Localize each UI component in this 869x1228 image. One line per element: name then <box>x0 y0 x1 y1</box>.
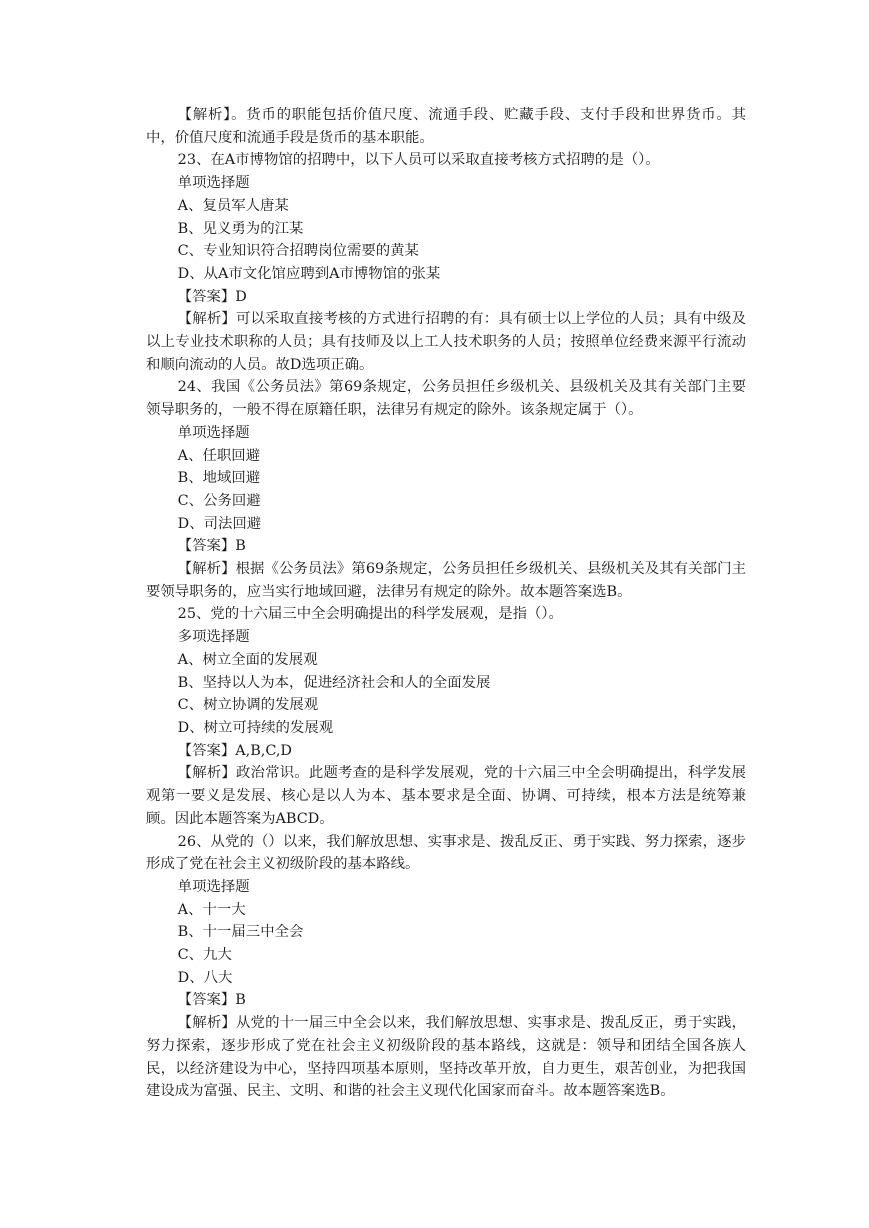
question-25-answer: 【答案】A,B,C,D <box>177 742 292 759</box>
question-26-option-d: D、八大 <box>177 969 233 986</box>
question-25-stem: 25、党的十六届三中全会明确提出的科学发展观，是指（）。 <box>177 606 563 623</box>
question-25-option-b: B、坚持以人为本，促进经济社会和人的全面发展 <box>177 674 491 691</box>
question-26-option-b: B、十一届三中全会 <box>177 924 304 941</box>
question-25-option-a: A、树立全面的发展观 <box>177 651 318 668</box>
question-23-option-a: A、复员军人唐某 <box>177 197 289 214</box>
question-23-answer: 【答案】D <box>177 288 247 305</box>
question-26-analysis: 【解析】从党的十一届三中全会以来，我们解放思想、实事求是、拨乱反正，勇于实践，努力探索，逐步形成了党在社会主义初级阶段的基本路线，这就是：领导和团结全国各族人民，以经济建设为中心，坚持四项基本原则，坚持改革开放，自力更生，艰苦创业，为把我国建设成为富强、民主、文明、和谐的社会主义现代化国家而奋斗。故本题答案选B。 <box>146 1015 746 1100</box>
question-26-option-a: A、十一大 <box>177 901 246 918</box>
question-25-analysis: 【解析】政治常识。此题考查的是科学发展观，党的十六届三中全会明确提出，科学发展观第一要义是发展、核心是以人为本、基本要求是全面、协调、可持续，根本方法是统筹兼顾。因此本题答案为ABCD。 <box>146 765 746 827</box>
question-25-option-d: D、树立可持续的发展观 <box>177 719 334 736</box>
question-26-type: 单项选择题 <box>177 878 250 895</box>
question-24-stem: 24、我国《公务员法》第69条规定，公务员担任乡级机关、县级机关及其有关部门主要领导职务的，一般不得在原籍任职，法律另有规定的除外。该条规定属于（）。 <box>146 379 746 419</box>
question-24-option-a: A、任职回避 <box>177 447 261 464</box>
question-26-option-c: C、九大 <box>177 947 232 964</box>
question-24-option-d: D、司法回避 <box>177 515 262 532</box>
question-23-stem: 23、在A市博物馆的招聘中，以下人员可以采取直接考核方式招聘的是（）。 <box>177 152 660 169</box>
question-23-option-c: C、专业知识符合招聘岗位需要的黄某 <box>177 243 419 260</box>
question-23-analysis: 【解析】可以采取直接考核的方式进行招聘的有：具有硕士以上学位的人员；具有中级及以上专业技术职称的人员；具有技师及以上工人技术职务的人员；按照单位经费来源平行流动和顺向流动的人员。故D选项正确。 <box>146 311 746 373</box>
question-26-stem: 26、从党的（）以来，我们解放思想、实事求是、拨乱反正、勇于实践、努力探索，逐步形成了党在社会主义初级阶段的基本路线。 <box>146 833 746 873</box>
question-26-answer: 【答案】B <box>177 992 246 1009</box>
question-23-type: 单项选择题 <box>177 175 250 192</box>
question-24-option-b: B、地域回避 <box>177 470 261 487</box>
question-23-option-d: D、从A市文化馆应聘到A市博物馆的张某 <box>177 265 441 282</box>
question-24-option-c: C、公务回避 <box>177 492 261 509</box>
question-24-answer: 【答案】B <box>177 538 246 555</box>
analysis-q22: 【解析】。货币的职能包括价值尺度、流通手段、贮藏手段、支付手段和世界货币。其中，价值尺度和流通手段是货币的基本职能。 <box>146 107 746 146</box>
question-24-analysis: 【解析】根据《公务员法》第69条规定，公务员担任乡级机关、县级机关及其有关部门主要领导职务的，应当实行地域回避，法律另有规定的除外。故本题答案选B。 <box>146 561 746 600</box>
question-25-option-c: C、树立协调的发展观 <box>177 697 319 714</box>
question-23-option-b: B、见义勇为的江某 <box>177 220 304 237</box>
document-page <box>146 104 746 1103</box>
question-25-type: 多项选择题 <box>177 629 250 646</box>
question-24-type: 单项选择题 <box>177 424 250 441</box>
